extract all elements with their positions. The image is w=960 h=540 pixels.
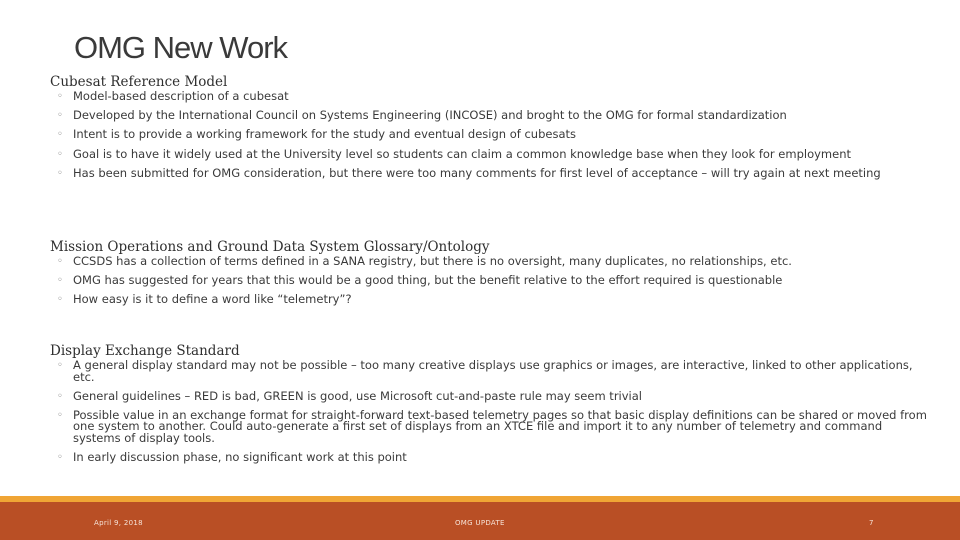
bullet-icon: ◦: [57, 148, 63, 160]
section-display-exchange-standard: [50, 342, 930, 471]
list-item: ◦ OMG has suggested for years that this would be a good thing, but the benefit relative to the effort required is questionable: [57, 273, 783, 288]
list-item: ◦ CCSDS has a collection of terms defined in a SANA registry, but there is no oversight, many duplicates, no relationships, etc.: [57, 254, 792, 268]
section-cubesat-reference-model: [50, 73, 930, 187]
list-item: ◦ Has been submitted for OMG consideration, but there were too many comments for first level of acceptance – will try again at next meeting: [57, 165, 881, 180]
list-item: ◦ A general display standard may not be possible – too many creative displays use graphics or images, are interactive, linked to other applications, etc.: [57, 358, 913, 384]
section-heading: Display Exchange Standard: [50, 343, 240, 359]
list-item: ◦ General guidelines – RED is bad, GREEN is good, use Microsoft cut-and-paste rule may seem trivial: [57, 388, 642, 403]
bullet-icon: ◦: [57, 409, 63, 421]
bullet-list: [50, 360, 930, 464]
slide-title: OMG New Work: [74, 30, 288, 65]
list-item: ◦ Developed by the International Council on Systems Engineering (INCOSE) and broght to the OMG for formal standardization: [57, 108, 787, 123]
footer-bar: [0, 502, 960, 540]
bullet-icon: ◦: [57, 167, 63, 179]
list-item: ◦ Intent is to provide a working framework for the study and eventual design of cubesats: [57, 127, 577, 142]
list-item: ◦ How easy is it to define a word like “telemetry”?: [57, 292, 352, 307]
bullet-icon: ◦: [57, 275, 63, 287]
bullet-list: [50, 91, 930, 179]
list-item: ◦ Model-based description of a cubesat: [57, 89, 289, 103]
bullet-icon: ◦: [57, 360, 63, 371]
bullet-icon: ◦: [57, 91, 63, 102]
page-number: 7: [869, 519, 874, 527]
bullet-list: [50, 256, 930, 306]
bullet-icon: ◦: [57, 390, 63, 402]
bullet-icon: ◦: [57, 294, 63, 306]
list-item: ◦ Possible value in an exchange format for straight-forward text-based telemetry pages so that basic display definitions can be shared or moved from one system to another. Could auto-generate a first set of displays from an XTCE file and import it to any number of telemetry and command systems of display tools.: [57, 407, 927, 445]
bullet-icon: ◦: [57, 256, 63, 267]
section-heading: Mission Operations and Ground Data System Glossary/Ontology: [50, 239, 490, 255]
section-glossary-ontology: [50, 238, 930, 314]
bullet-icon: ◦: [57, 110, 63, 122]
bullet-icon: ◦: [57, 129, 63, 141]
section-heading: Cubesat Reference Model: [50, 74, 228, 90]
footer-date: April 9, 2018: [94, 519, 143, 527]
list-item: ◦ Goal is to have it widely used at the University level so students can claim a common knowledge base when they look for employment: [57, 146, 851, 161]
list-item: ◦ In early discussion phase, no significant work at this point: [57, 450, 407, 465]
footer-title: OMG UPDATE: [455, 519, 505, 527]
bullet-icon: ◦: [57, 452, 63, 464]
